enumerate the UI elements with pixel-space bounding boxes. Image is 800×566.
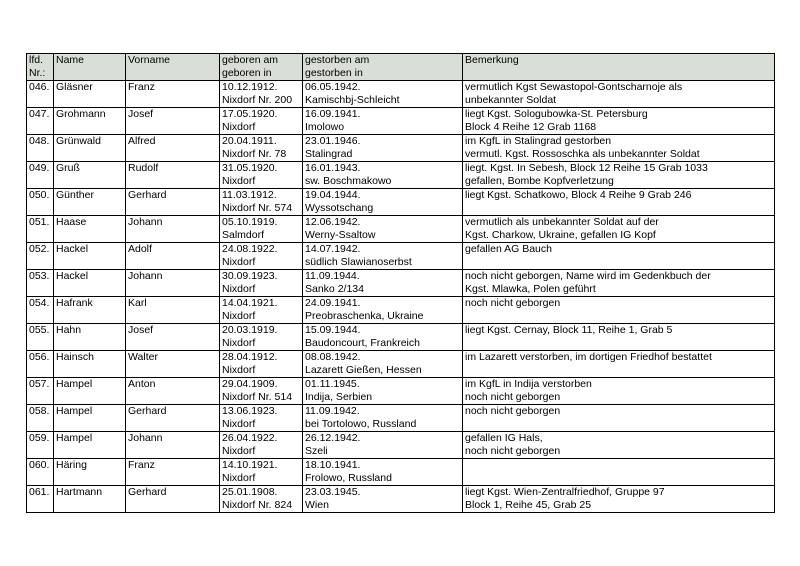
- cell-nr: 052.: [27, 243, 54, 270]
- table-row: [27, 405, 775, 432]
- table-row: [27, 135, 775, 162]
- table-header-row: [27, 54, 775, 81]
- cell-name: Hackel: [54, 270, 126, 297]
- cell-bemerkung: noch nicht geborgen: [463, 405, 775, 432]
- cell-name: Häring: [54, 459, 126, 486]
- cell-geboren: 20.03.1919. Nixdorf: [220, 324, 303, 351]
- cell-name: Hampel: [54, 405, 126, 432]
- cell-geboren: 17.05.1920. Nixdorf: [220, 108, 303, 135]
- cell-nr: 061.: [27, 486, 54, 513]
- cell-name: Hackel: [54, 243, 126, 270]
- table-row: [27, 432, 775, 459]
- cell-vorname: Anton: [126, 378, 220, 405]
- cell-vorname: Franz: [126, 459, 220, 486]
- cell-geboren: 31.05.1920. Nixdorf: [220, 162, 303, 189]
- cell-nr: 055.: [27, 324, 54, 351]
- cell-nr: 046.: [27, 81, 54, 108]
- cell-name: Hainsch: [54, 351, 126, 378]
- cell-vorname: Alfred: [126, 135, 220, 162]
- cell-nr: 051.: [27, 216, 54, 243]
- cell-bemerkung: im Lazarett verstorben, im dortigen Friedhof bestattet: [463, 351, 775, 378]
- document-page: [26, 53, 775, 513]
- cell-nr: 054.: [27, 297, 54, 324]
- table-row: [27, 297, 775, 324]
- cell-bemerkung: noch nicht geborgen: [463, 297, 775, 324]
- cell-gestorben: 12.06.1942. Werny-Ssaltow: [303, 216, 463, 243]
- cell-bemerkung: noch nicht geborgen, Name wird im Gedenkbuch der Kgst. Mlawka, Polen geführt: [463, 270, 775, 297]
- cell-name: Günther: [54, 189, 126, 216]
- cell-nr: 049.: [27, 162, 54, 189]
- cell-gestorben: 15.09.1944. Baudoncourt, Frankreich: [303, 324, 463, 351]
- header-cell-bemerkung: Bemerkung: [463, 54, 775, 81]
- cell-gestorben: 08.08.1942. Lazarett Gießen, Hessen: [303, 351, 463, 378]
- cell-gestorben: 11.09.1942. bei Tortolowo, Russland: [303, 405, 463, 432]
- table-row: [27, 81, 775, 108]
- cell-vorname: Adolf: [126, 243, 220, 270]
- cell-nr: 059.: [27, 432, 54, 459]
- cell-name: Grohmann: [54, 108, 126, 135]
- cell-name: Hartmann: [54, 486, 126, 513]
- cell-geboren: 13.06.1923. Nixdorf: [220, 405, 303, 432]
- table-row: [27, 243, 775, 270]
- cell-geboren: 29.04.1909. Nixdorf Nr. 514: [220, 378, 303, 405]
- cell-nr: 047.: [27, 108, 54, 135]
- cell-gestorben: 01.11.1945. Indija, Serbien: [303, 378, 463, 405]
- cell-vorname: Gerhard: [126, 189, 220, 216]
- cell-vorname: Gerhard: [126, 486, 220, 513]
- cell-gestorben: 16.01.1943. sw. Boschmakowo: [303, 162, 463, 189]
- table-row: [27, 378, 775, 405]
- cell-name: Haase: [54, 216, 126, 243]
- cell-geboren: 11.03.1912. Nixdorf Nr. 574: [220, 189, 303, 216]
- cell-gestorben: 11.09.1944. Sanko 2/134: [303, 270, 463, 297]
- cell-gestorben: 18.10.1941. Frolowo, Russland: [303, 459, 463, 486]
- table-row: [27, 351, 775, 378]
- cell-nr: 060.: [27, 459, 54, 486]
- table-row: [27, 324, 775, 351]
- cell-bemerkung: vermutlich Kgst Sewastopol-Gontscharnoje als unbekannter Soldat: [463, 81, 775, 108]
- cell-geboren: 10.12.1912. Nixdorf Nr. 200: [220, 81, 303, 108]
- header-cell-geboren: geboren am geboren in: [220, 54, 303, 81]
- header-cell-nr: lfd. Nr.:: [27, 54, 54, 81]
- cell-name: Hampel: [54, 378, 126, 405]
- cell-geboren: 05.10.1919. Salmdorf: [220, 216, 303, 243]
- cell-vorname: Josef: [126, 108, 220, 135]
- cell-bemerkung: liegt Kgst. Wien-Zentralfriedhof, Gruppe 97 Block 1, Reihe 45, Grab 25: [463, 486, 775, 513]
- cell-bemerkung: gefallen AG Bauch: [463, 243, 775, 270]
- cell-gestorben: 24.09.1941. Preobraschenka, Ukraine: [303, 297, 463, 324]
- cell-vorname: Johann: [126, 216, 220, 243]
- cell-name: Hahn: [54, 324, 126, 351]
- cell-nr: 058.: [27, 405, 54, 432]
- cell-geboren: 14.10.1921. Nixdorf: [220, 459, 303, 486]
- casualty-table: [26, 53, 775, 513]
- cell-gestorben: 14.07.1942. südlich Slawianoserbst: [303, 243, 463, 270]
- cell-bemerkung: liegt Kgst. Schatkowo, Block 4 Reihe 9 Grab 246: [463, 189, 775, 216]
- cell-name: Hampel: [54, 432, 126, 459]
- cell-geboren: 30.09.1923. Nixdorf: [220, 270, 303, 297]
- cell-name: Grünwald: [54, 135, 126, 162]
- cell-vorname: Walter: [126, 351, 220, 378]
- cell-bemerkung: gefallen IG Hals, noch nicht geborgen: [463, 432, 775, 459]
- table-row: [27, 459, 775, 486]
- cell-bemerkung: liegt Kgst. Sologubowka-St. Petersburg Block 4 Reihe 12 Grab 1168: [463, 108, 775, 135]
- cell-vorname: Gerhard: [126, 405, 220, 432]
- cell-geboren: 28.04.1912. Nixdorf: [220, 351, 303, 378]
- cell-bemerkung: liegt Kgst. Cernay, Block 11, Reihe 1, Grab 5: [463, 324, 775, 351]
- cell-nr: 056.: [27, 351, 54, 378]
- table-row: [27, 486, 775, 513]
- cell-gestorben: 26.12.1942. Szeli: [303, 432, 463, 459]
- cell-name: Gläsner: [54, 81, 126, 108]
- cell-gestorben: 23.03.1945. Wien: [303, 486, 463, 513]
- cell-bemerkung: im KgfL in Stalingrad gestorben vermutl. Kgst. Rossoschka als unbekannter Soldat: [463, 135, 775, 162]
- cell-gestorben: 16.09.1941. Imolowo: [303, 108, 463, 135]
- cell-nr: 048.: [27, 135, 54, 162]
- cell-vorname: Franz: [126, 81, 220, 108]
- cell-bemerkung: vermutlich als unbekannter Soldat auf der Kgst. Charkow, Ukraine, gefallen IG Kopf: [463, 216, 775, 243]
- cell-bemerkung: liegt. Kgst. In Sebesh, Block 12 Reihe 15 Grab 1033 gefallen, Bombe Kopfverletzung: [463, 162, 775, 189]
- cell-nr: 057.: [27, 378, 54, 405]
- cell-nr: 053.: [27, 270, 54, 297]
- cell-vorname: Johann: [126, 270, 220, 297]
- cell-geboren: 20.04.1911. Nixdorf Nr. 78: [220, 135, 303, 162]
- cell-gestorben: 06.05.1942. Kamischbj-Schleicht: [303, 81, 463, 108]
- cell-nr: 050.: [27, 189, 54, 216]
- cell-name: Gruß: [54, 162, 126, 189]
- cell-bemerkung: im KgfL in Indija verstorben noch nicht geborgen: [463, 378, 775, 405]
- table-row: [27, 189, 775, 216]
- table-row: [27, 270, 775, 297]
- header-cell-name: Name: [54, 54, 126, 81]
- cell-vorname: Johann: [126, 432, 220, 459]
- cell-geboren: 14.04.1921. Nixdorf: [220, 297, 303, 324]
- cell-vorname: Karl: [126, 297, 220, 324]
- cell-geboren: 26.04.1922. Nixdorf: [220, 432, 303, 459]
- header-cell-vorname: Vorname: [126, 54, 220, 81]
- cell-gestorben: 19.04.1944. Wyssotschang: [303, 189, 463, 216]
- cell-geboren: 24.08.1922. Nixdorf: [220, 243, 303, 270]
- cell-bemerkung: [463, 459, 775, 486]
- table-row: [27, 162, 775, 189]
- table-row: [27, 216, 775, 243]
- cell-vorname: Rudolf: [126, 162, 220, 189]
- header-cell-gestorben: gestorben am gestorben in: [303, 54, 463, 81]
- cell-gestorben: 23.01.1946. Stalingrad: [303, 135, 463, 162]
- table-row: [27, 108, 775, 135]
- cell-name: Hafrank: [54, 297, 126, 324]
- cell-vorname: Josef: [126, 324, 220, 351]
- cell-geboren: 25.01.1908. Nixdorf Nr. 824: [220, 486, 303, 513]
